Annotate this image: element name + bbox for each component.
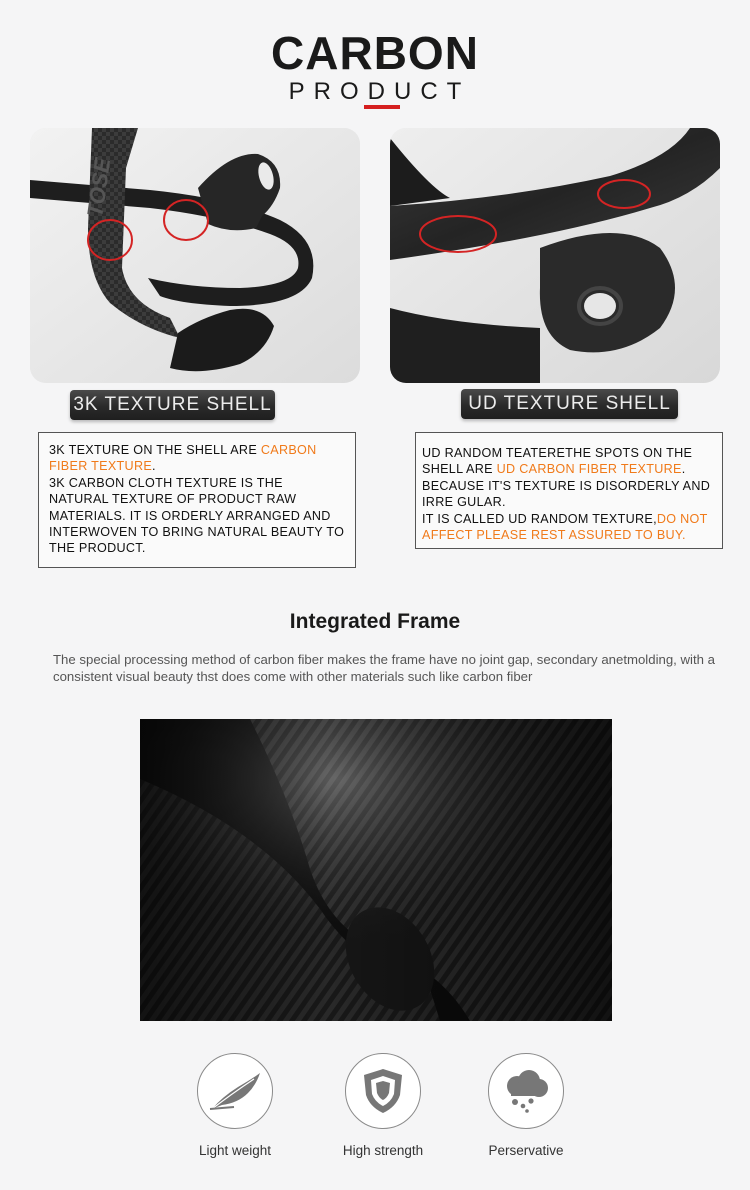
section-description: The special processing method of carbon fiber makes the frame have no joint gap, secondary anetmolding, with a consistent visual beauty thst does come with other materials such like carbon fiber <box>53 652 715 684</box>
label-ud-texture-shell: UD TEXTURE SHELL <box>461 389 678 419</box>
highlight-text: CARBON FIBER TEXTURE <box>49 443 317 474</box>
title-underline <box>364 105 400 109</box>
desc-ud-line3: IT IS CALLED UD RANDOM TEXTURE,DO NOT AFFECT PLEASE REST ASSURED TO BUY. <box>422 511 708 543</box>
desc-box-3k <box>38 432 356 568</box>
feather-icon <box>197 1053 273 1129</box>
highlight-text: UD CARBON FIBER TEXTURE <box>496 462 682 477</box>
photo-3k-shell <box>30 128 360 383</box>
cloud-icon <box>488 1053 564 1129</box>
desc-3k-lead: 3K TEXTURE ON THE SHELL ARE CARBON FIBER TEXTURE. <box>49 443 317 474</box>
desc-ud-line1: UD RANDOM TEATERETHE SPOTS ON THE SHELL ARE UD CARBON FIBER TEXTURE. <box>422 446 693 477</box>
page-subtitle: PRODUCT <box>288 78 471 105</box>
page-title: CARBON <box>271 27 479 79</box>
feature-label: High strength <box>342 1143 424 1158</box>
feature-perservative <box>456 1053 596 1158</box>
carbon-fabric-image <box>140 719 612 1021</box>
feature-light-weight <box>165 1053 305 1158</box>
feature-high-strength <box>313 1053 453 1158</box>
desc-ud-line2: BECAUSE IT'S TEXTURE IS DISORDERLY AND IRRE GULAR. <box>422 478 711 510</box>
photo-ud-shell <box>390 128 720 383</box>
label-3k-texture-shell: 3K TEXTURE SHELL <box>70 390 275 420</box>
section-title: Integrated Frame <box>289 610 461 633</box>
feature-label: Perservative <box>488 1143 564 1158</box>
svg-text:TOSE: TOSE <box>82 156 116 219</box>
desc-3k-body: 3K CARBON CLOTH TEXTURE IS THE NATURAL TEXTURE OF PRODUCT RAW MATERIALS. IT IS ORDERLY ARRANGED AND INTERWOVEN TO BRING NATURAL BEAUTY TO THE PRODUCT. <box>49 475 345 556</box>
desc-box-ud <box>415 432 723 549</box>
highlight-text: DO NOT AFFECT PLEASE REST ASSURED TO BUY. <box>422 511 708 543</box>
feature-label: Light weight <box>198 1143 272 1158</box>
shield-icon <box>345 1053 421 1129</box>
